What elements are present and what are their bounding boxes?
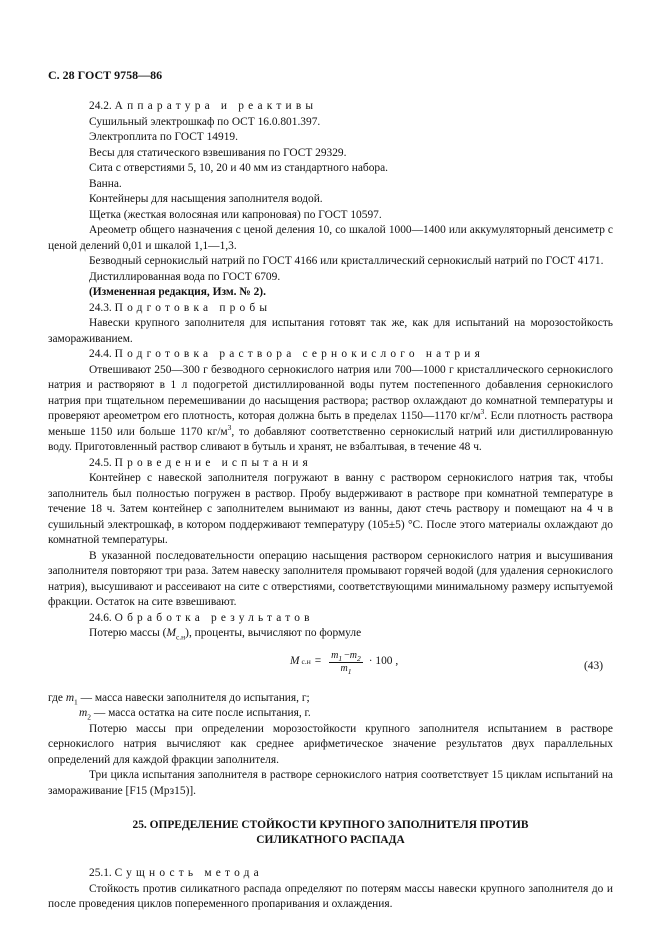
equipment-item: Щетка (жесткая волосяная или капроновая) по ГОСТ 10597. [89,208,382,221]
text-run: Потерю массы ( [89,627,167,639]
formula-expression: M с.н = $\frac{m_1 -m_2}{m_1}$ · 100 , [290,649,399,676]
clause-title: Подготовка раствора сернокислого натрия [114,348,485,360]
water-paragraph: Дистиллированная вода по ГОСТ 6709. [89,270,281,283]
clause-number: 24.2. [89,100,112,112]
clause-title: Проведение испытания [114,456,312,469]
equipment-item: Электроплита по ГОСТ 14919. [89,131,238,143]
clause-24-4-heading [48,347,613,363]
formula-43 [48,647,613,687]
text-run: . Если плотность раствора меньше 1150 или больше 1170 кг/м [48,410,613,438]
equipment-item: Ванна. [89,177,122,190]
body-text [48,99,613,913]
section-title-line: СИЛИКАТНОГО РАСПАДА [256,834,405,846]
clause-24-3-text: Навески крупного заполнителя для испытания готовят так же, как для испытаний на морозостойкость замораживанием. [48,317,613,345]
subscript: 1 [338,653,343,663]
revision-note: (Измененная редакция, Изм. № 2). [89,286,266,298]
fraction-denominator [340,663,351,675]
symbol: m [340,662,348,674]
clause-title: Сущность метода [114,867,263,879]
formula-fraction [329,650,363,675]
clause-number: 24.3. [89,301,112,314]
clause-24-5-heading [48,456,613,472]
clause-24-6-heading [48,611,613,627]
clause-number: 25.1. [89,867,112,879]
clause-number: 24.5. [89,456,112,469]
equipment-item: Весы для статического взвешивания по ГОСТ 29329. [89,146,347,159]
clause-24-4-text [48,363,613,456]
symbol: m [331,649,339,661]
clause-24-5-text-1: Контейнер с навеской заполнителя погружают в ванну с раствором сернокислого натрия так, чтобы заполнитель был полностью погружен в раствор. Пробу выдерживают в растворе при комнатной температуре в течение 18 ч. Затем контейнер с заполнителем вынимают из ванны, дают стечь раствору и помещают на 4 ч в сушильный электрошкаф, в котором поддерживают температуру (105±5) °С. После этого материалы охлаждают до комнатной температуры. [48,472,613,546]
subscript: 2 [357,653,361,663]
equipment-item: Контейнеры для насыщения заполнителя водой. [89,193,323,205]
clause-title: Подготовка пробы [114,301,272,314]
where-line-2 [48,706,613,722]
clause-title: Аппаратура и реактивы [114,100,318,112]
clause-24-6-text-1: Потерю массы при определении морозостойкости крупного заполнителя испытанием в растворе сернокислого натрия вычисляют как среднее арифметическое значение результатов двух параллельных определений для каждой фракции заполнителя. [48,722,613,766]
minus-sign: − [344,649,350,661]
text-run: — масса навески заполнителя до испытания, г; [77,691,310,704]
subscript: 1 [74,696,78,706]
equals-sign: = [314,655,322,668]
section-25-title [48,818,613,848]
symbol: M [166,627,176,639]
clause-24-2-heading [48,99,613,115]
clause-number: 24.4. [89,348,112,360]
subscript: 1 [347,666,352,676]
clause-24-6-text-2: Три цикла испытания заполнителя в растворе сернокислого натрия соответствует 15 циклам испытаний на замораживание [F15 (Mрз15)]. [48,769,613,797]
fraction-numerator [329,650,363,663]
subscript: 2 [87,712,91,722]
superscript: 3 [227,422,232,432]
equation-number: (43) [584,659,603,672]
formula-lhs: M [290,655,300,668]
superscript: 3 [480,407,485,417]
formula-intro [48,626,613,642]
where-line-1 [48,691,613,707]
formula-multiplier: · 100 , [368,655,399,668]
text-run: ), проценты, вычисляют по формуле [185,627,362,639]
equipment-item: Сита с отверстиями 5, 10, 20 и 40 мм из стандартного набора. [89,162,388,174]
section-title-line: 25. ОПРЕДЕЛЕНИЕ СТОЙКОСТИ КРУПНОГО ЗАПОЛНИТЕЛЯ ПРОТИВ [132,819,529,831]
clause-25-1-heading [48,866,613,882]
clause-24-5-text-2: В указанной последовательности операцию насыщения раствором сернокислого натрия и высушивания заполнителя повторяют три раза. Затем навеску заполнителя промывают горячей водой (для удаления сернокислого натрия), высушивают и рассеивают на сите с отверстиями, соответствующими минимальному размеру испытуемой фракции. Остаток на сите взвешивают. [48,549,613,608]
text-run: — масса остатка на сите после испытания, г. [90,707,311,719]
symbol: m [79,707,88,719]
equipment-item: Сушильный электрошкаф по ОСТ 16.0.801.397. [89,115,321,128]
page-header: С. 28 ГОСТ 9758—86 [48,68,163,82]
text-run: Отвешивают 250—300 г безводного сернокислого натрия или 700—1000 г кристаллического сернокислого натрия и растворяют в 1 л подогретой дистиллированной воды путем постепенного добавления сернокислого натрия при тщательном перемешивании до насыщения раствора; раствор охлаждают до комнатной температуры и проверяют ареометром его плотность, которая должна быть в пределах 1150—1170 кг/м [48,363,613,422]
subscript: с.н [175,632,186,642]
symbol: m [65,691,75,704]
clause-number: 24.6. [89,611,112,624]
clause-title: Обработка результатов [114,611,314,624]
symbol: m [349,649,358,661]
text-run: где [48,691,66,704]
clause-24-3-heading [48,301,613,317]
clause-25-1-text: Стойкость против силикатного распада определяют по потерям массы навески крупного заполнителя до и после проведения циклов попеременного пропаривания и охлаждения. [48,882,613,910]
sulfate-paragraph: Безводный сернокислый натрий по ГОСТ 4166 или кристаллический сернокислый натрий по ГОСТ 4171. [89,255,604,267]
areometer-paragraph: Ареометр общего назначения с ценой деления 10, со шкалой 1000—1400 или аккумуляторный денсиметр с ценой делений 0,01 и шкалой 1,1—1,3. [48,224,613,252]
text-run: , то добавляют соответственно сернокислый натрий или дистиллированную воду. Приготовленный раствор сливают в бутыль и хранят, не взбалтывая, в течение 48 ч. [48,425,613,453]
